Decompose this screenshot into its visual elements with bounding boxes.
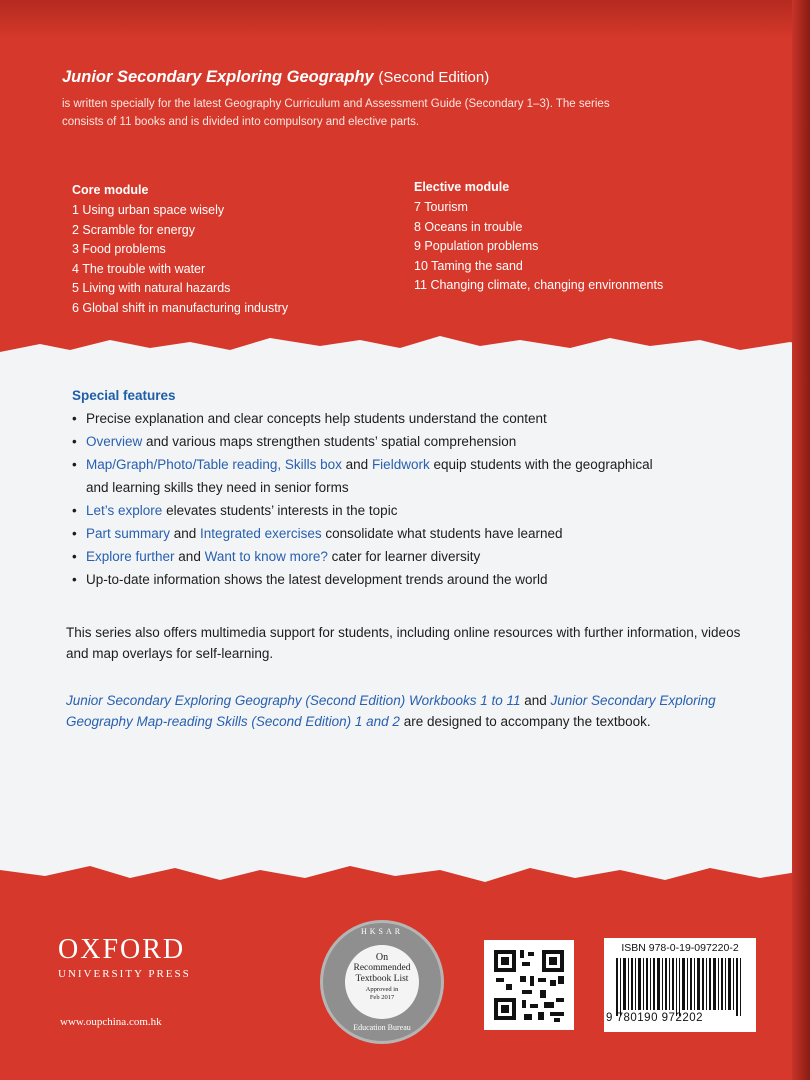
- qr-code-graphic: [484, 940, 574, 1030]
- feature-text: and: [170, 526, 201, 541]
- core-item: 3 Food problems: [72, 242, 166, 256]
- publisher-name: OXFORD: [58, 934, 186, 965]
- feature-text: Up-to-date information shows the latest development trends around the world: [86, 572, 548, 587]
- feature-text: cater for learner diversity: [327, 549, 481, 564]
- barcode-digits: 9 780190 972202: [606, 1012, 704, 1024]
- feature-highlight: Integrated exercises: [200, 526, 322, 541]
- seal-line: Recommended: [353, 963, 411, 973]
- seal-bottom-text: Education Bureau: [353, 1023, 411, 1032]
- feature-text: and: [174, 549, 205, 564]
- elective-module-heading: Elective module: [414, 180, 510, 194]
- seal-center: [345, 945, 419, 1019]
- features-heading: Special features: [72, 388, 176, 403]
- feature-text: elevates students’ interests in the topic: [162, 503, 398, 518]
- feature-text: and: [341, 457, 372, 472]
- core-module: [72, 183, 288, 318]
- feature-highlight: Explore further: [86, 549, 175, 564]
- feature-item: [72, 499, 772, 522]
- seal-line: On: [375, 952, 389, 963]
- accompany-tail: are designed to accompany the textbook.: [399, 714, 651, 729]
- qr-code: [484, 940, 574, 1030]
- series-edition: (Second Edition): [378, 69, 490, 86]
- seal-line: Textbook List: [355, 974, 409, 984]
- feature-highlight: Map/Graph/Photo/Table reading, Skills box: [86, 457, 342, 472]
- elective-item: 11 Changing climate, changing environments: [414, 278, 664, 292]
- core-item: 6 Global shift in manufacturing industry: [72, 300, 289, 315]
- isbn-barcode: [604, 938, 756, 1032]
- publisher-logo: [58, 934, 191, 980]
- recommended-textbook-seal: [320, 920, 444, 1044]
- feature-item: [72, 545, 772, 568]
- feature-highlight: Let’s explore: [86, 503, 163, 518]
- cover-top-edge: [0, 0, 810, 40]
- elective-item: 7 Tourism: [414, 200, 468, 214]
- multimedia-paragraph: This series also offers multimedia support for students, including online resources with further information, videos and map overlays for self-learning.: [66, 625, 741, 661]
- feature-highlight: Fieldwork: [371, 457, 430, 472]
- seal-top-text: HKSAR: [360, 927, 404, 936]
- feature-text: and learning skills they need in senior forms: [86, 480, 349, 495]
- accompany-and: and: [520, 693, 551, 708]
- publisher-sub: UNIVERSITY PRESS: [58, 968, 191, 980]
- series-title-text: Junior Secondary Exploring Geography: [62, 68, 374, 86]
- core-item: 4 The trouble with water: [72, 261, 206, 276]
- accompany-paragraph: [66, 690, 766, 732]
- core-item: 5 Living with natural hazards: [72, 281, 231, 295]
- feature-item: [72, 407, 772, 430]
- special-features: [72, 388, 772, 591]
- feature-item: [72, 522, 772, 545]
- core-item: 1 Using urban space wisely: [72, 203, 225, 217]
- core-module-heading: Core module: [72, 183, 149, 197]
- elective-module: [414, 180, 663, 296]
- feature-highlight: Part summary: [86, 526, 171, 541]
- elective-item: 9 Population problems: [414, 239, 539, 253]
- feature-highlight: Overview: [86, 434, 143, 449]
- map-skills-title: Junior Secondary Exploring Geography Map-reading Skills (Second Edition) 1 and 2: [66, 693, 716, 729]
- isbn-number: ISBN 978-0-19-097220-2: [621, 942, 739, 954]
- series-title: [62, 68, 762, 87]
- feature-item: [72, 568, 772, 591]
- workbooks-title: Junior Secondary Exploring Geography (Second Edition) Workbooks 1 to 11: [66, 693, 521, 708]
- publisher-url: www.oupchina.com.hk: [60, 1016, 162, 1028]
- series-intro: is written specially for the latest Geography Curriculum and Assessment Guide (Secondary 1–3). The series consists of 11 books and is divided into compulsory and elective parts.: [62, 98, 610, 128]
- seal-line: Approved in: [365, 986, 399, 993]
- feature-text: and various maps strengthen students’ spatial comprehension: [142, 434, 517, 449]
- feature-item: [72, 453, 772, 499]
- elective-item: 8 Oceans in trouble: [414, 219, 523, 234]
- seal-line: Feb 2017: [369, 994, 395, 1001]
- core-item: 2 Scramble for energy: [72, 222, 195, 237]
- feature-text: Precise explanation and clear concepts help students understand the content: [86, 411, 547, 426]
- feature-item: [72, 430, 772, 453]
- feature-text: consolidate what students have learned: [321, 526, 563, 541]
- feature-highlight: Want to know more?: [204, 549, 328, 564]
- red-top-section: [62, 68, 762, 315]
- cover-right-edge: [792, 0, 810, 1080]
- feature-text: equip students with the geographical: [429, 457, 653, 472]
- elective-item: 10 Taming the sand: [414, 258, 523, 273]
